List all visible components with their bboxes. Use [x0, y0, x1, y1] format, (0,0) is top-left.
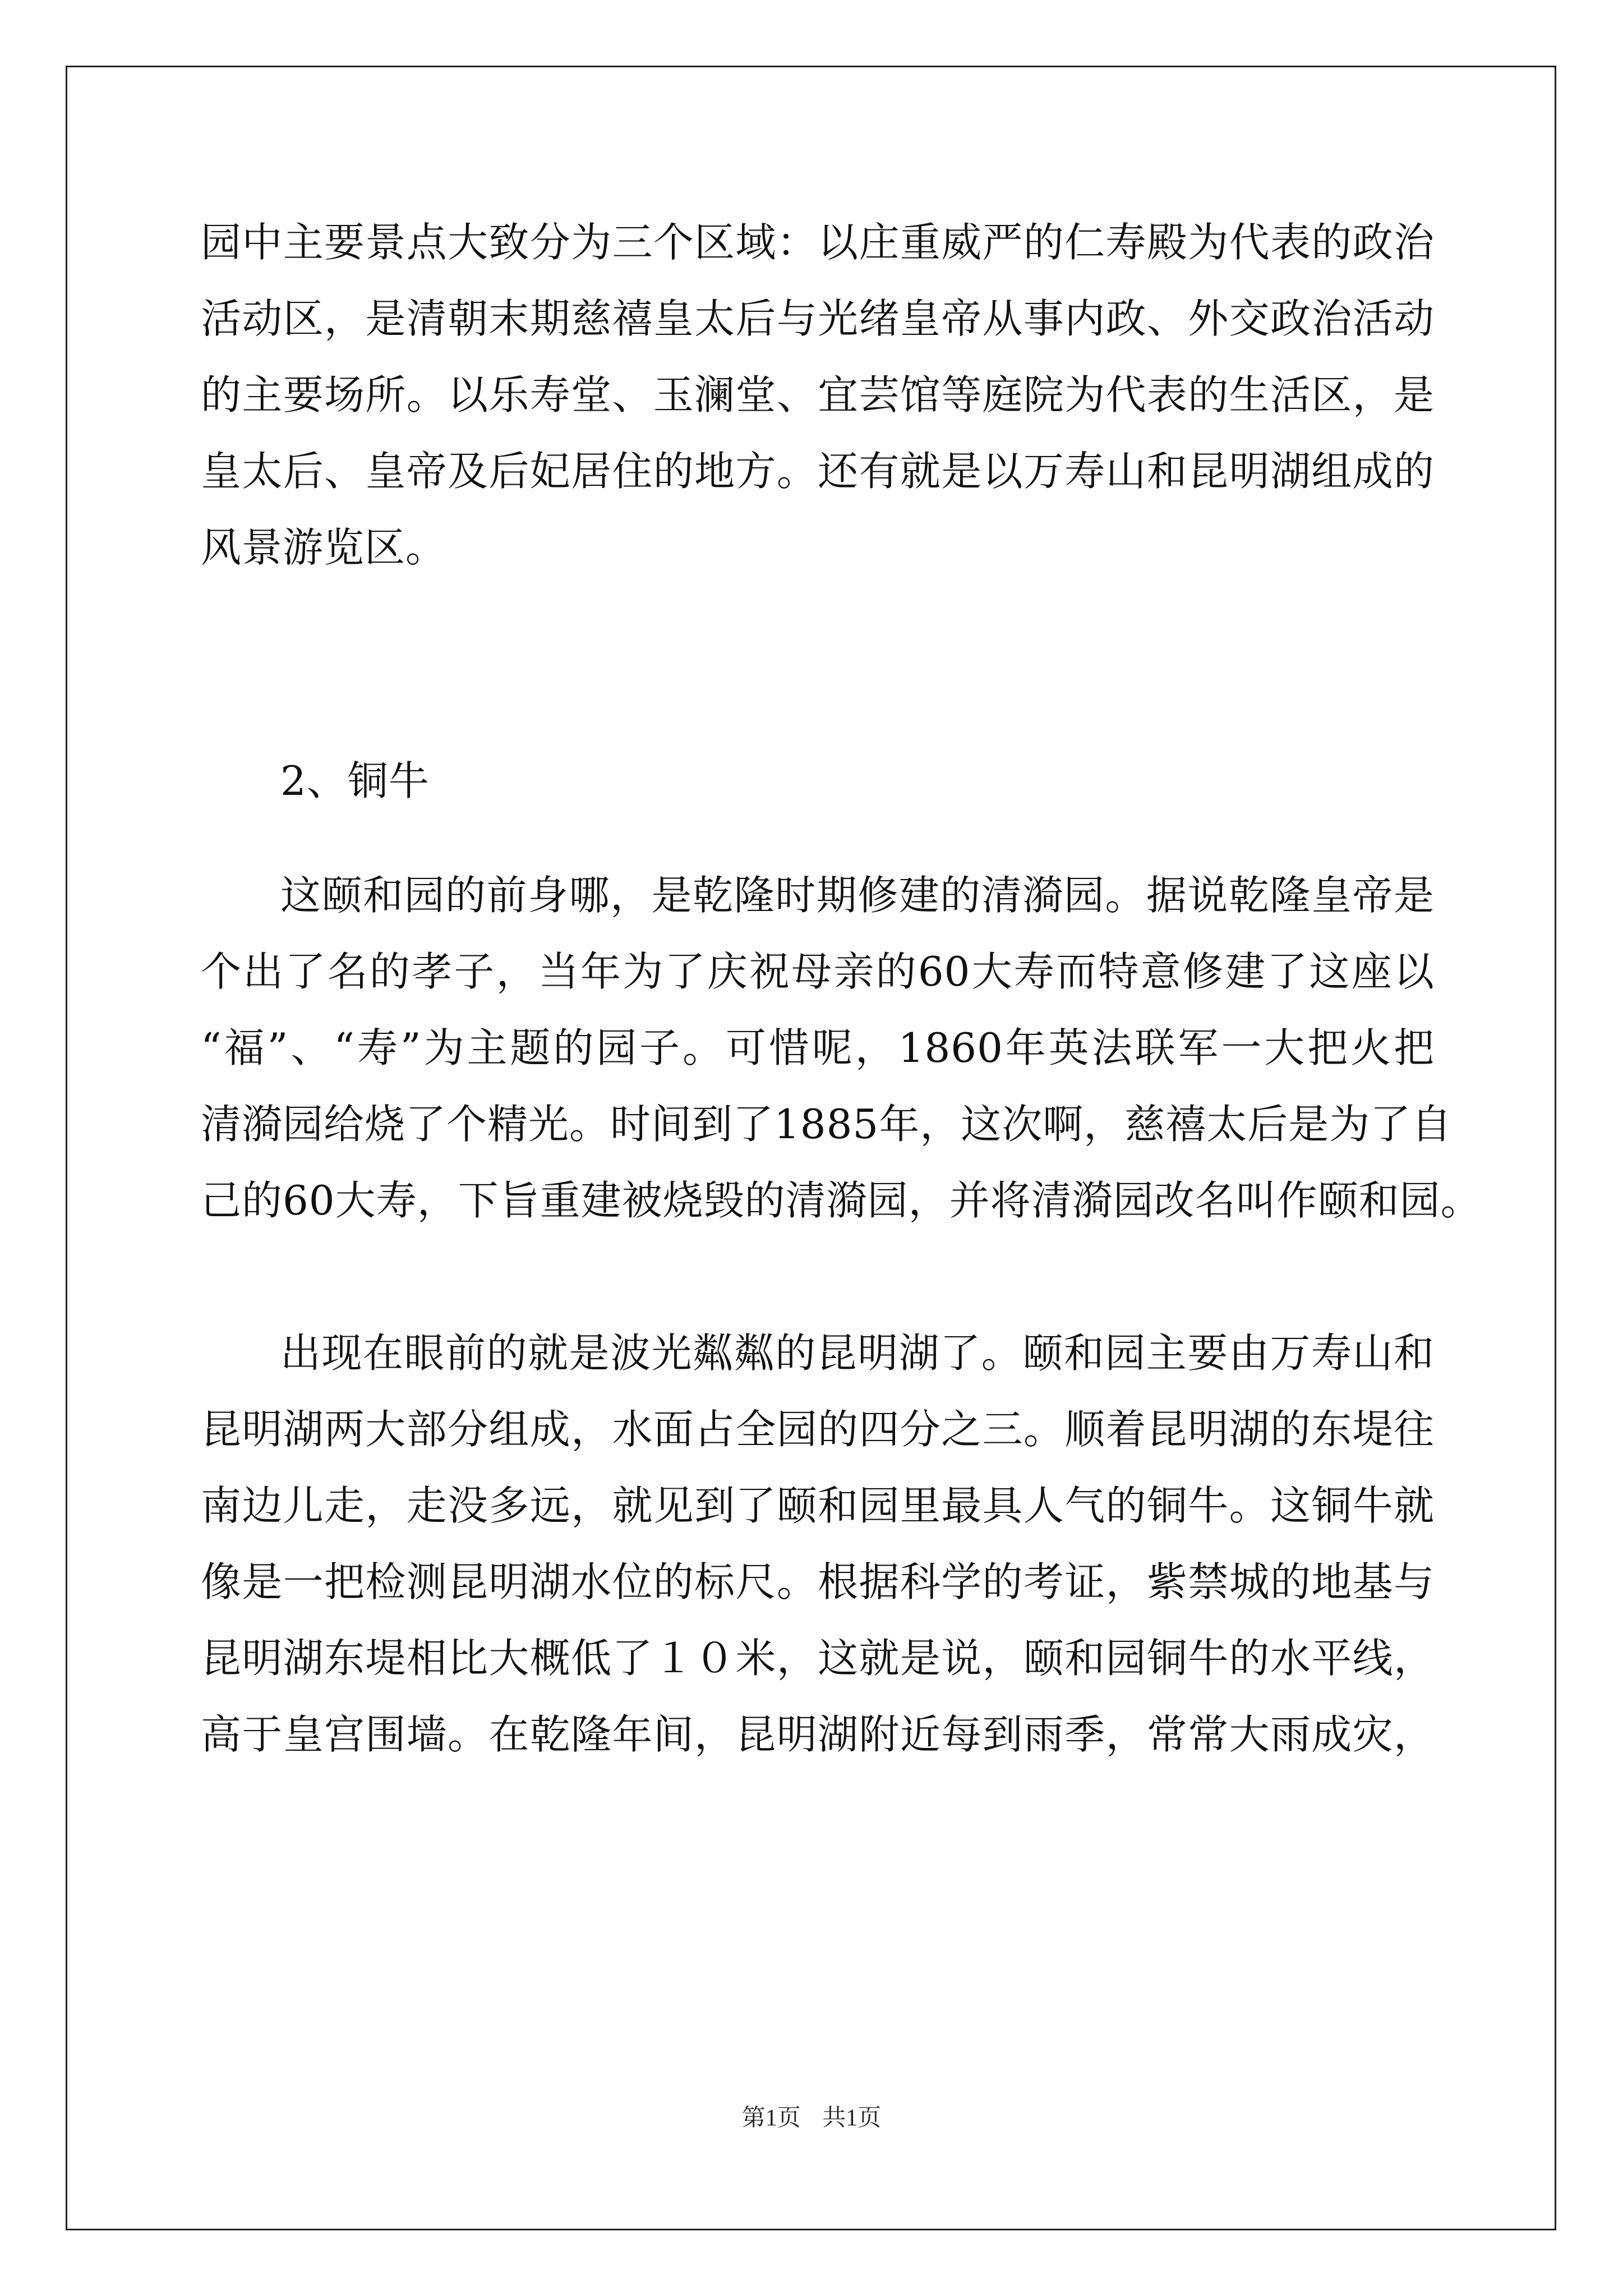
paragraph-line: 的主要场所。以乐寿堂、玉澜堂、宜芸馆等庭院为代表的生活区，是 [201, 371, 1435, 418]
paragraph-line: 这颐和园的前身哪，是乾隆时期修建的清漪园。据说乾隆皇帝是 [280, 872, 1435, 919]
paragraph-line: 风景游览区。 [201, 524, 447, 571]
paragraph-line: 皇太后、皇帝及后妃居住的地方。还有就是以万寿山和昆明湖组成的 [201, 448, 1435, 495]
section-heading: 2、铜牛 [280, 757, 430, 804]
paragraph-line: 个出了名的孝子，当年为了庆祝母亲的60大寿而特意修建了这座以 [201, 948, 1435, 995]
paragraph-line: 园中主要景点大致分为三个区域：以庄重威严的仁寿殿为代表的政治 [201, 219, 1435, 266]
paragraph-line: 高于皇宫围墙。在乾隆年间，昆明湖附近每到雨季，常常大雨成灾， [201, 1711, 1435, 1758]
page-number: 第1页 [741, 2105, 801, 2131]
paragraph-line: 南边儿走，走没多远，就见到了颐和园里最具人气的铜牛。这铜牛就 [201, 1482, 1435, 1529]
paragraph-line: 己的60大寿，下旨重建被烧毁的清漪园，并将清漪园改名叫作颐和园。 [201, 1177, 1482, 1224]
page-footer [0, 2101, 1623, 2135]
paragraph-line: 出现在眼前的就是波光粼粼的昆明湖了。颐和园主要由万寿山和 [280, 1329, 1435, 1377]
paragraph-line: 昆明湖东堤相比大概低了１０米，这就是说，颐和园铜牛的水平线， [201, 1635, 1435, 1682]
page-total: 共1页 [822, 2105, 882, 2131]
paragraph-line: 清漪园给烧了个精光。时间到了1885年，这次啊，慈禧太后是为了自 [201, 1101, 1453, 1148]
paragraph-line: 活动区，是清朝末期慈禧皇太后与光绪皇帝从事内政、外交政治活动 [201, 295, 1435, 342]
paragraph-line: “福”、“寿”为主题的园子。可惜呢，1860年英法联军一大把火把 [201, 1024, 1435, 1071]
paragraph-line: 昆明湖两大部分组成，水面占全园的四分之三。顺着昆明湖的东堤往 [201, 1406, 1435, 1453]
paragraph-line: 像是一把检测昆明湖水位的标尺。根据科学的考证，紫禁城的地基与 [201, 1558, 1435, 1605]
